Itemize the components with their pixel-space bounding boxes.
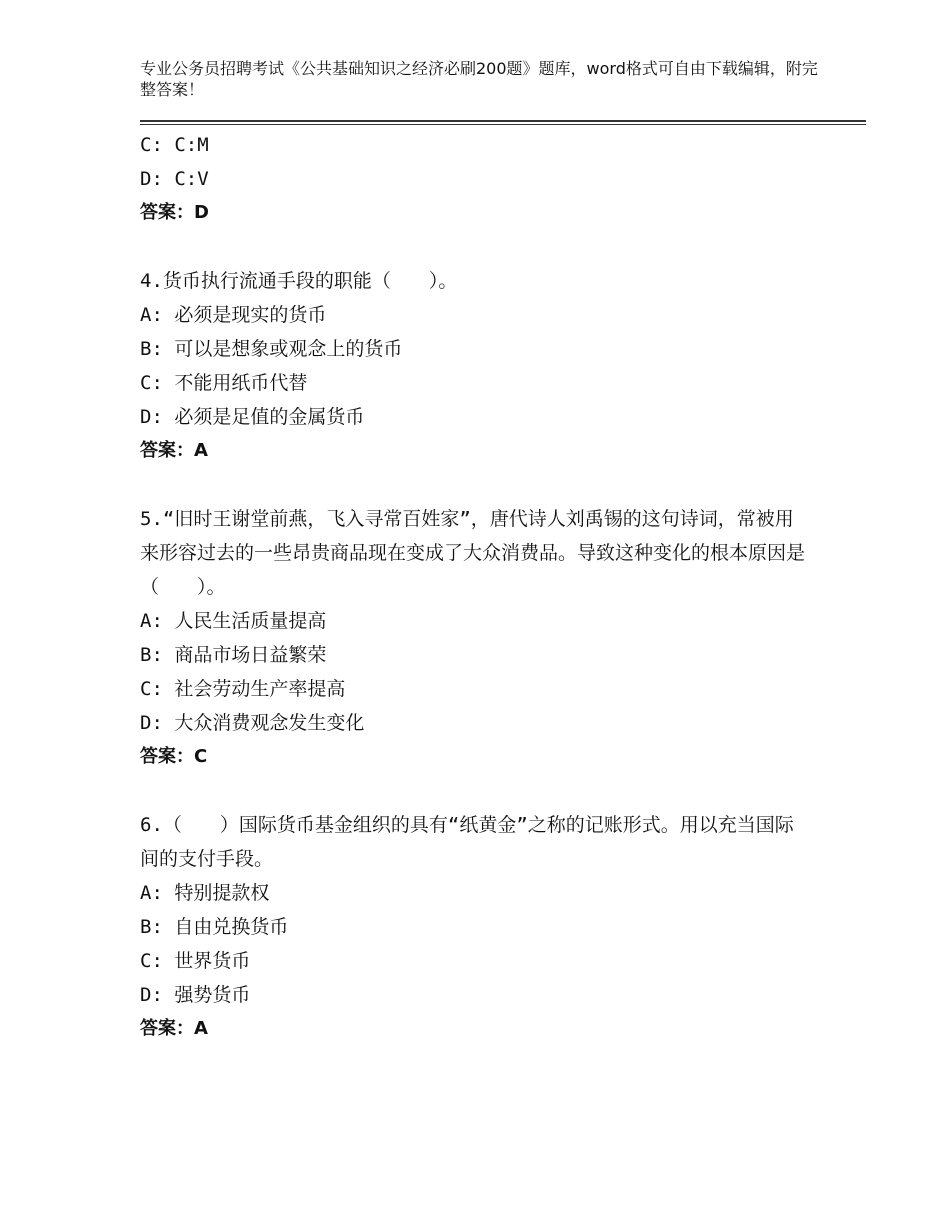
option-b: B: 商品市场日益繁荣 bbox=[140, 644, 327, 666]
answer-line: 答案：A bbox=[140, 440, 208, 461]
option-c: C: 社会劳动生产率提高 bbox=[140, 678, 346, 700]
option-c: C: C:M bbox=[140, 134, 209, 156]
option-c: C: 世界货币 bbox=[140, 950, 251, 972]
option-d: D: 大众消费观念发生变化 bbox=[140, 712, 365, 734]
option-b: B: 自由兑换货币 bbox=[140, 916, 289, 938]
option-a: A: 人民生活质量提高 bbox=[140, 610, 327, 632]
question-list bbox=[140, 128, 810, 1046]
spacer bbox=[140, 468, 810, 502]
answer-line: 答案：A bbox=[140, 1018, 208, 1039]
question-4 bbox=[140, 264, 810, 468]
spacer bbox=[140, 230, 810, 264]
option-d: D: C:V bbox=[140, 168, 209, 190]
option-b: B: 可以是想象或观念上的货币 bbox=[140, 338, 403, 360]
page-header: 专业公务员招聘考试《公共基础知识之经济必刷200题》题库，word格式可自由下载编辑，附完整答案！ bbox=[140, 59, 818, 99]
question-6 bbox=[140, 808, 810, 1046]
header-rule-thick bbox=[140, 120, 866, 122]
question-stem: 5.“旧时王谢堂前燕，飞入寻常百姓家”，唐代诗人刘禹锡的这句诗词，常被用来形容过去的一些昂贵商品现在变成了大众消费品。导致这种变化的根本原因是（ ）。 bbox=[140, 508, 806, 598]
option-d: D: 强势货币 bbox=[140, 984, 251, 1006]
answer-line: 答案：C bbox=[140, 746, 208, 767]
header-rule-thin bbox=[140, 124, 866, 125]
question-stem: 4.货币执行流通手段的职能（ ）。 bbox=[140, 270, 458, 292]
spacer bbox=[140, 774, 810, 808]
answer-line: 答案：D bbox=[140, 202, 209, 223]
question-3-tail bbox=[140, 128, 810, 230]
question-5 bbox=[140, 502, 810, 774]
option-d: D: 必须是足值的金属货币 bbox=[140, 406, 365, 428]
option-c: C: 不能用纸币代替 bbox=[140, 372, 308, 394]
option-a: A: 必须是现实的货币 bbox=[140, 304, 327, 326]
option-a: A: 特别提款权 bbox=[140, 882, 270, 904]
question-stem: 6.（ ）国际货币基金组织的具有“纸黄金”之称的记账形式。用以充当国际间的支付手段。 bbox=[140, 814, 794, 870]
